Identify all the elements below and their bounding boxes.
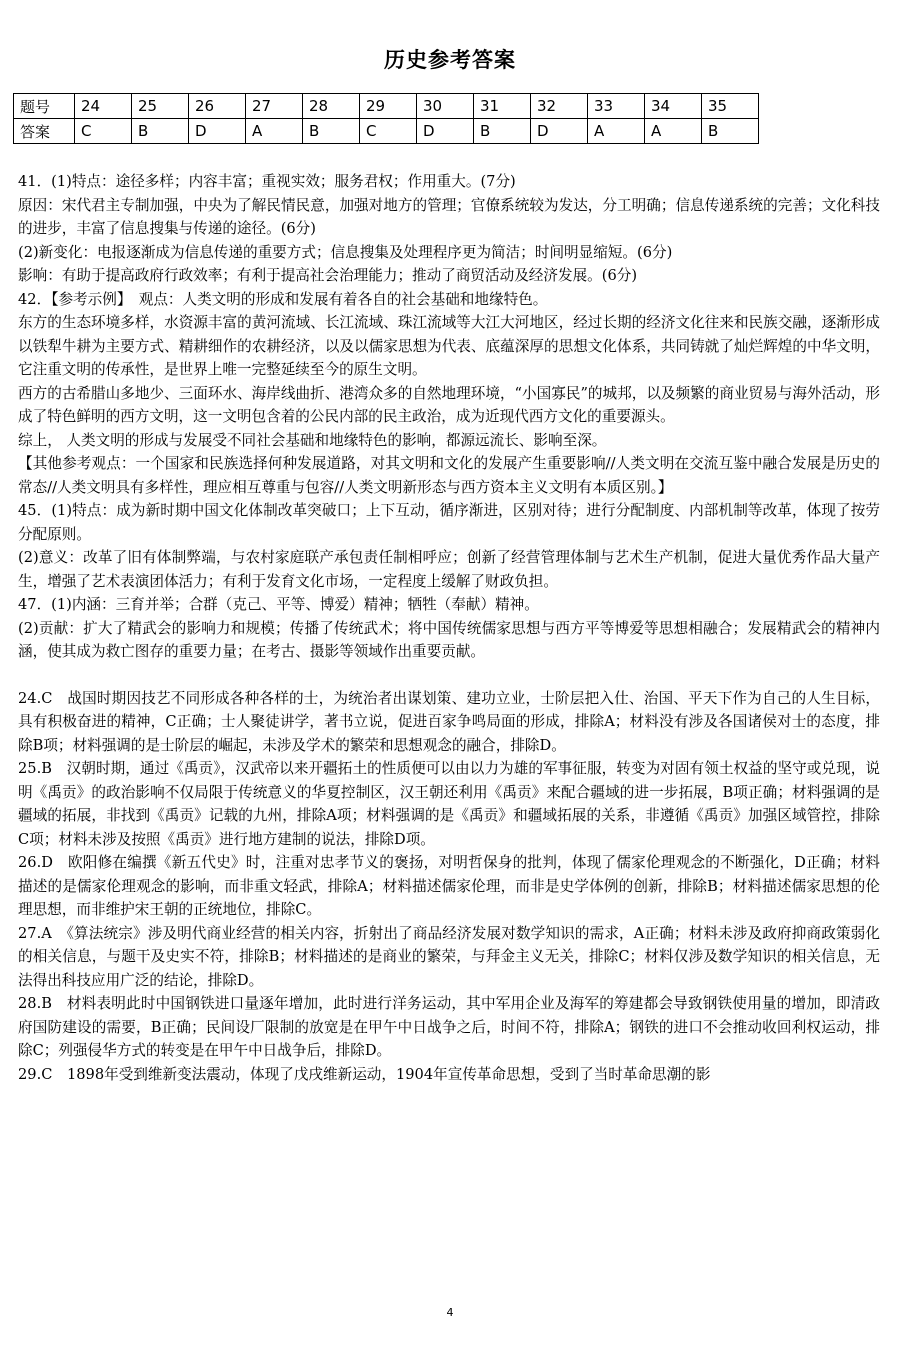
answer-cell: D bbox=[531, 119, 588, 144]
answer-cell: B bbox=[702, 119, 759, 144]
paragraph: 26.D 欧阳修在编撰《新五代史》时，注重对忠孝节义的褒扬，对明哲保身的批判，体现了儒家伦理观念的不断强化，D正确；材料描述的是儒家伦理观念的影响，而非重文轻武，排除A；材料描述儒家伦理，而非是史学体例的创新，排除B；材料描述儒家思想的伦理思想，而非维护宋王朝的正统地位，排除C。 bbox=[18, 854, 880, 918]
paragraph: (2)贡献：扩大了精武会的影响力和规模；传播了传统武术；将中国传统儒家思想与西方平等博爱等思想相融合；发展精武会的精神内涵，使其成为救亡图存的重要力量；在考古、摄影等领域作出重要贡献。 bbox=[18, 619, 880, 660]
paragraph: 原因：宋代君主专制加强，中央为了解民情民意，加强对地方的管理；官僚系统较为发达，分工明确；信息传递系统的完善；文化科技的进步，丰富了信息搜集与传递的途径。(6分) bbox=[18, 196, 880, 237]
question-number-cell: 24 bbox=[75, 94, 132, 119]
answer-row bbox=[14, 119, 759, 144]
question-number-cell: 34 bbox=[645, 94, 702, 119]
answer-table bbox=[13, 93, 759, 144]
paragraph: 27.A 《算法统宗》涉及明代商业经营的相关内容，折射出了商品经济发展对数学知识的需求，A正确；材料未涉及政府抑商政策弱化的相关信息，与题干及史实不符，排除B；材料描述的是商业的繁荣，与拜金主义无关，排除C；材料仅涉及数学知识的相关信息，无法得出科技应用广泛的结论，排除D。 bbox=[18, 924, 880, 989]
page-number: 4 bbox=[446, 1306, 454, 1319]
answer-explanations bbox=[18, 170, 880, 1086]
table-row-label: 答案 bbox=[14, 119, 75, 144]
paragraph: 【其他参考观点：一个国家和民族选择何种发展道路，对其文明和文化的发展产生重要影响//人类文明在交流互鉴中融合发展是历史的常态//人类文明具有多样性，理应相互尊重与包容//人类文明新形态与西方资本主义文明有本质区别。】 bbox=[18, 455, 880, 496]
question-number-cell: 31 bbox=[474, 94, 531, 119]
question-number-cell: 35 bbox=[702, 94, 759, 119]
paragraph: 42．【参考示例】 观点：人类文明的形成和发展有着各自的社会基础和地缘特色。 bbox=[18, 290, 548, 308]
question-number-cell: 29 bbox=[360, 94, 417, 119]
paragraph: 47．(1)内涵：三育并举；合群（克己、平等、博爱）精神；牺牲（奉献）精神。 bbox=[18, 596, 539, 613]
question-number-cell: 28 bbox=[303, 94, 360, 119]
question-number-cell: 33 bbox=[588, 94, 645, 119]
answer-cell: B bbox=[474, 119, 531, 144]
paragraph: 西方的古希腊山多地少、三面环水、海岸线曲折、港湾众多的自然地理环境，“小国寡民”的城邦，以及频繁的商业贸易与海外活动，形成了特色鲜明的西方文明，这一文明包含着的公民内部的民主政治，成为近现代西方文化的重要源头。 bbox=[18, 384, 880, 425]
question-number-cell: 27 bbox=[246, 94, 303, 119]
question-number-cell: 32 bbox=[531, 94, 588, 119]
paragraph: 24.C 战国时期因技艺不同形成各种各样的士，为统治者出谋划策、建功立业，士阶层把入仕、治国、平天下作为自己的人生目标，具有积极奋进的精神，C正确；士人聚徒讲学，著书立说，促进百家争鸣局面的形成，排除A；材料没有涉及各国诸侯对士的态度，排除B项；材料强调的是士阶层的崛起，未涉及学术的繁荣和思想观念的融合，排除D。 bbox=[18, 689, 880, 754]
paragraph: 41．(1)特点：途径多样；内容丰富；重视实效；服务君权；作用重大。(7分) bbox=[18, 173, 516, 190]
question-number-row bbox=[14, 94, 759, 119]
question-number-cell: 30 bbox=[417, 94, 474, 119]
paragraph: 综上， 人类文明的形成与发展受不同社会基础和地缘特色的影响，都源远流长、影响至深。 bbox=[18, 431, 607, 449]
paragraph: 东方的生态环境多样，水资源丰富的黄河流域、长江流域、珠江流域等大江大河地区，经过长期的经济文化往来和民族交融，逐渐形成以铁犁牛耕为主要方式、精耕细作的农耕经济，以及以儒家思想为代表、底蕴深厚的思想文化体系，共同铸就了灿烂辉煌的中华文明，它注重文明的传承性，是世界上唯一完整延续至今的原生文明。 bbox=[18, 314, 880, 378]
question-number-cell: 26 bbox=[189, 94, 246, 119]
answer-cell: C bbox=[360, 119, 417, 144]
paragraph: 28.B 材料表明此时中国钢铁进口量逐年增加，此时进行洋务运动，其中军用企业及海军的筹建都会导致钢铁使用量的增加，即清政府国防建设的需要，B正确；民间设厂限制的放宽是在甲午中日战争之后，时间不符，排除A；钢铁的进口不会推动收回利权运动，排除C；列强侵华方式的转变是在甲午中日战争后，排除D。 bbox=[18, 995, 880, 1059]
answer-cell: D bbox=[417, 119, 474, 144]
answer-cell: B bbox=[303, 119, 360, 144]
table-row-label: 题号 bbox=[14, 94, 75, 119]
question-number-cell: 25 bbox=[132, 94, 189, 119]
section-gap bbox=[18, 664, 880, 687]
answer-cell: C bbox=[75, 119, 132, 144]
answer-cell: A bbox=[246, 119, 303, 144]
answer-cell: A bbox=[645, 119, 702, 144]
paragraph: 影响：有助于提高政府行政效率；有利于提高社会治理能力；推动了商贸活动及经济发展。(6分) bbox=[18, 267, 638, 284]
answer-cell: A bbox=[588, 119, 645, 144]
paragraph: (2)新变化：电报逐渐成为信息传递的重要方式；信息搜集及处理程序更为简洁；时间明显缩短。(6分) bbox=[18, 243, 673, 261]
paragraph: (2)意义：改革了旧有体制弊端，与农村家庭联产承包责任制相呼应；创新了经营管理体制与艺术生产机制，促进大量优秀作品大量产生，增强了艺术表演团体活力；有利于发育文化市场，一定程度上缓解了财政负担。 bbox=[18, 549, 880, 590]
paragraph: 25.B 汉朝时期，通过《禹贡》，汉武帝以来开疆拓土的性质便可以由以力为雄的军事征服，转变为对固有领土权益的坚守或兑现，说明《禹贡》的政治影响不仅局限于传统意义的华夏控制区，汉王朝还利用《禹贡》来配合疆域的进一步拓展，B项正确；材料强调的是疆域的拓展，非找到《禹贡》记载的九州，排除A项；材料强调的是《禹贡》和疆域拓展的关系，非遵循《禹贡》加强区域管控，排除C项；材料未涉及按照《禹贡》进行地方建制的说法，排除D项。 bbox=[18, 760, 880, 848]
paragraph: 45．(1)特点：成为新时期中国文化体制改革突破口；上下互动，循序渐进，区别对待；进行分配制度、内部机制等改革，体现了按劳分配原则。 bbox=[18, 502, 880, 543]
paragraph: 29.C 1898年受到维新变法震动，体现了戊戌维新运动，1904年宣传革命思想，受到了当时革命思潮的影 bbox=[18, 1065, 711, 1083]
page-title: 历史参考答案 bbox=[384, 48, 516, 72]
answer-cell: B bbox=[132, 119, 189, 144]
answer-cell: D bbox=[189, 119, 246, 144]
